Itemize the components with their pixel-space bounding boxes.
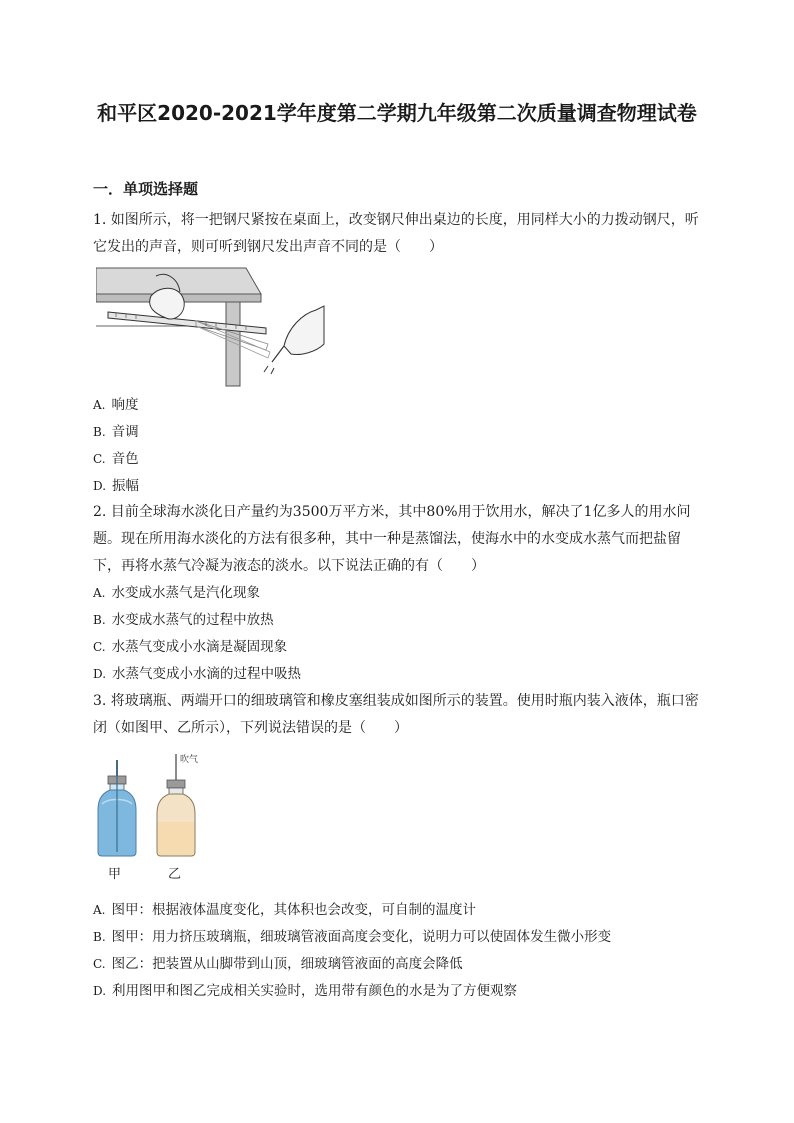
label-yi: 乙 — [168, 867, 182, 882]
question-2-stem: 2. 目前全球海水淡化日产量约为3500万平方米，其中80%用于饮用水，解决了1亿多人的用水问题。现在所用海水淡化的方法有很多种，其中一种是蒸馏法，使海水中的水变成水蒸气而把盐留下，再将水蒸气冷凝为液态的淡水。以下说法正确的有（ ） — [93, 504, 691, 574]
question-3-option-a: A. 图甲：根据液体温度变化，其体积也会改变，可自制的温度计 — [93, 902, 476, 918]
question-2-option-d: D. 水蒸气变成小水滴的过程中吸热 — [93, 666, 302, 682]
question-2-option-b: B. 水变成水蒸气的过程中放热 — [93, 612, 274, 628]
question-1-option-a: A. 响度 — [93, 397, 139, 413]
question-3-option-b: B. 图甲：用力挤压玻璃瓶，细玻璃管液面高度会变化，说明力可以使固体发生微小形变 — [93, 929, 612, 945]
label-jia: 甲 — [108, 867, 122, 882]
question-3-option-c: C. 图乙：把装置从山脚带到山顶，细玻璃管液面的高度会降低 — [93, 956, 463, 972]
page-title: 和平区2020-2021学年度第二学期九年级第二次质量调查物理试卷 — [97, 101, 697, 125]
question-2-option-c: C. 水蒸气变成小水滴是凝固现象 — [93, 639, 288, 655]
ruler-table-figure — [96, 266, 326, 388]
section-heading: 一．单项选择题 — [93, 180, 199, 198]
question-3-stem: 3. 将玻璃瓶、两端开口的细玻璃管和橡皮塞组装成如图所示的装置。使用时瓶内装入液体，瓶口密闭（如图甲、乙所示），下列说法错误的是（ ） — [93, 693, 699, 736]
bottle-figure — [96, 752, 206, 884]
question-2-option-a: A. 水变成水蒸气是汽化现象 — [93, 585, 260, 601]
question-1-option-c: C. 音色 — [93, 451, 139, 467]
question-1-option-d: D. 振幅 — [93, 478, 140, 494]
blow-label: 吹气 — [180, 755, 199, 765]
question-3-option-d: D. 利用图甲和图乙完成相关实验时，选用带有颜色的水是为了方便观察 — [93, 983, 518, 999]
question-1-option-b: B. 音调 — [93, 424, 139, 440]
question-1-stem: 1. 如图所示，将一把钢尺紧按在桌面上，改变钢尺伸出桌边的长度，用同样大小的力拨动钢尺，听它发出的声音，则可听到钢尺发出声音不同的是（ ） — [93, 212, 699, 255]
